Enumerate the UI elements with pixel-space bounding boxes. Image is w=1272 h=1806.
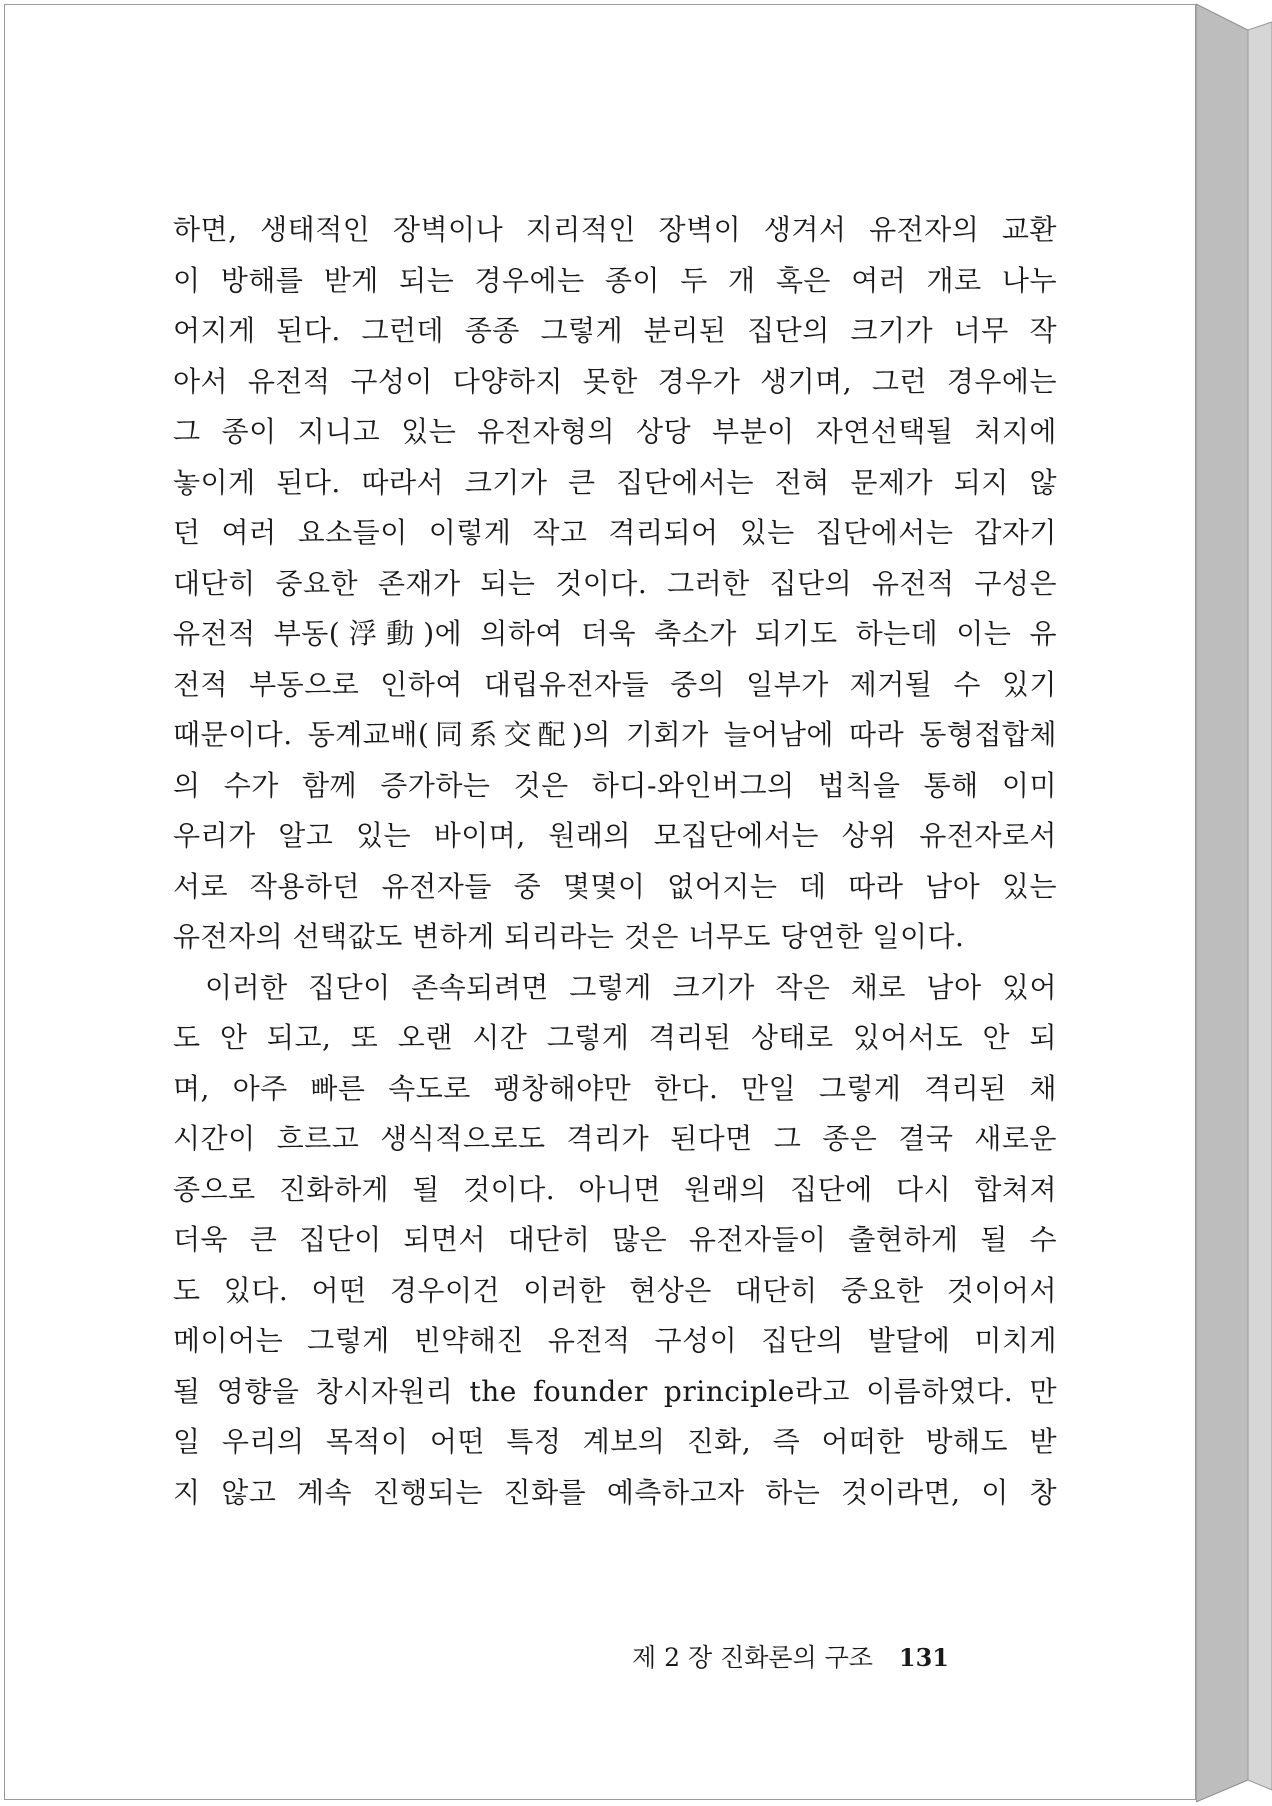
text-line: 어지게 된다. 그런데 종종 그렇게 분리된 집단의 크기가 너무 작: [173, 314, 1057, 347]
text-line: 이러한 집단이 존속되려면 그렇게 크기가 작은 채로 남아 있어: [205, 970, 1057, 1004]
text-line: 하면, 생태적인 장벽이나 지리적인 장벽이 생겨서 유전자의 교환: [173, 213, 1057, 246]
text-line: 놓이게 된다. 따라서 크기가 큰 집단에서는 전혀 문제가 되지 않: [173, 465, 1057, 499]
text-line: 아서 유전적 구성이 다양하지 못한 경우가 생기며, 그런 경우에는: [173, 364, 1057, 398]
text-line: 서로 작용하던 유전자들 중 몇몇이 없어지는 데 따라 남아 있는: [173, 869, 1057, 903]
text-line: 우리가 알고 있는 바이며, 원래의 모집단에서는 상위 유전자로서: [173, 819, 1057, 852]
text-line: 던 여러 요소들이 이렇게 작고 격리되어 있는 집단에서는 갑자기: [173, 516, 1057, 549]
page-number: 131: [898, 1643, 949, 1672]
running-footer: [632, 1638, 949, 1674]
chapter-title: 제 2 장 진화론의 구조: [632, 1643, 873, 1672]
text-line: 도 안 되고, 또 오랜 시간 그렇게 격리된 상태로 있어서도 안 되: [173, 1021, 1057, 1054]
text-line: 메이어는 그렇게 빈약해진 유전적 구성이 집단의 발달에 미치게: [173, 1324, 1057, 1357]
text-line: 의 수가 함께 증가하는 것은 하디-와인버그의 법칙을 통해 이미: [173, 768, 1057, 802]
text-line: 그 종이 지니고 있는 유전자형의 상당 부분이 자연선택될 처지에: [173, 415, 1057, 448]
text-line: 며, 아주 빠른 속도로 팽창해야만 한다. 만일 그렇게 격리된 채: [173, 1071, 1057, 1105]
text-line: 유전적 부동(浮動)에 의하여 더욱 축소가 되기도 하는데 이는 유: [173, 617, 1057, 650]
book-page: [4, 4, 1196, 1800]
book-page-edge: [1196, 0, 1272, 1806]
text-line: 때문이다. 동계교배(同系交配)의 기회가 늘어남에 따라 동형접합체: [173, 718, 1057, 751]
text-line: 대단히 중요한 존재가 되는 것이다. 그러한 집단의 유전적 구성은: [173, 566, 1057, 600]
body-text: [173, 205, 1057, 1518]
text-line: 더욱 큰 집단이 되면서 대단히 많은 유전자들이 출현하게 될 수: [173, 1223, 1057, 1256]
text-line: 종으로 진화하게 될 것이다. 아니면 원래의 집단에 다시 합쳐져: [173, 1172, 1057, 1206]
text-line: 시간이 흐르고 생식적으로도 격리가 된다면 그 종은 결국 새로운: [173, 1122, 1057, 1155]
text-line: 도 있다. 어떤 경우이건 이러한 현상은 대단히 중요한 것이어서: [173, 1273, 1057, 1307]
text-line: 이 방해를 받게 되는 경우에는 종이 두 개 혹은 여러 개로 나누: [173, 263, 1057, 297]
text-line: 지 않고 계속 진행되는 진화를 예측하고자 하는 것이라면, 이 창: [173, 1475, 1057, 1509]
text-line: 전적 부동으로 인하여 대립유전자들 중의 일부가 제거될 수 있기: [173, 667, 1057, 701]
text-line: 유전자의 선택값도 변하게 되리라는 것은 너무도 당연한 일이다.: [173, 920, 965, 953]
text-line: 일 우리의 목적이 어떤 특정 계보의 진화, 즉 어떠한 방해도 받: [173, 1425, 1057, 1458]
text-line: 될 영향을 창시자원리 the founder principle라고 이름하였다. 만: [173, 1374, 1057, 1408]
